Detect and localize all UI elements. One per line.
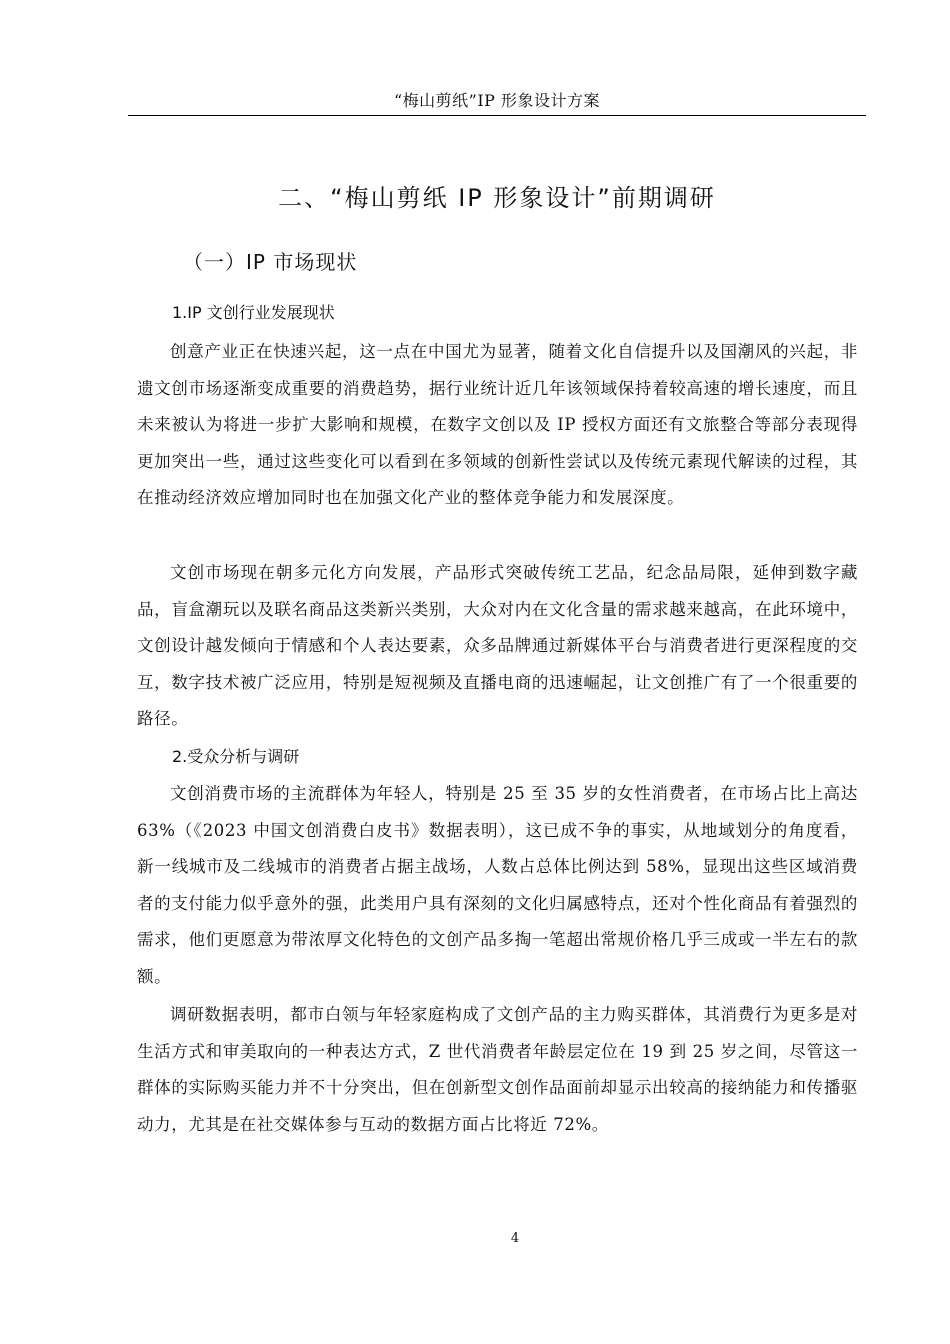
page-number: 4 [510,1231,520,1246]
section-title: （一）IP 市场现状 [183,250,358,274]
running-header: “梅山剪纸”IP 形象设计方案 [128,90,866,116]
body-paragraph: 创意产业正在快速兴起，这一点在中国尤为显著，随着文化自信提升以及国潮风的兴起，非遗文创市场逐渐变成重要的消费趋势，据行业统计近几年该领域保持着较高速的增长速度，而且未来被认为将进一步扩大影响和规模，在数字文创以及 IP 授权方面还有文旅整合等部分表现得更加突出一些，通过这些变化可以看到在多领域的创新性尝试以及传统元素现代解读的过程，其在推动经济效应增加同时也在加强文化产业的整体竞争能力和发展深度。 [137,342,858,507]
subsection-title-audience-analysis: 2.受众分析与调研 [172,747,300,766]
body-paragraph: 文创消费市场的主流群体为年轻人，特别是 25 至 35 岁的女性消费者，在市场占比上高达 63%（《2023 中国文创消费白皮书》数据表明），这已成不争的事实，从地域划分的角度看，新一线城市及二线城市的消费者占据主战场，人数占总体比例达到 58%，显现出这些区域消费者的支付能力似乎意外的强，此类用户具有深刻的文化归属感特点，还对个性化商品有着强烈的需求，他们更愿意为带浓厚文化特色的文创产品多掏一笔超出常规价格几乎三成或一半左右的款额。 [137,784,858,986]
body-paragraph: 调研数据表明，都市白领与年轻家庭构成了文创产品的主力购买群体，其消费行为更多是对生活方式和审美取向的一种表达方式，Z 世代消费者年龄层定位在 19 到 25 岁之间，尽管这一群体的实际购买能力并不十分突出，但在创新型文创作品面前却显示出较高的接纳能力和传播驱动力，尤其是在社交媒体参与互动的数据方面占比将近 72%。 [137,1005,858,1134]
body-paragraph: 文创市场现在朝多元化方向发展，产品形式突破传统工艺品，纪念品局限，延伸到数字藏品，盲盒潮玩以及联名商品这类新兴类别，大众对内在文化含量的需求越来越高，在此环境中，文创设计越发倾向于情感和个人表达要素，众多品牌通过新媒体平台与消费者进行更深程度的交互，数字技术被广泛应用，特别是短视频及直播电商的迅速崛起，让文创推广有了一个很重要的路径。 [137,563,858,728]
chapter-title: 二、“梅山剪纸 IP 形象设计”前期调研 [278,184,716,212]
subsection-title-industry-status: 1.IP 文创行业发展现状 [172,303,335,322]
